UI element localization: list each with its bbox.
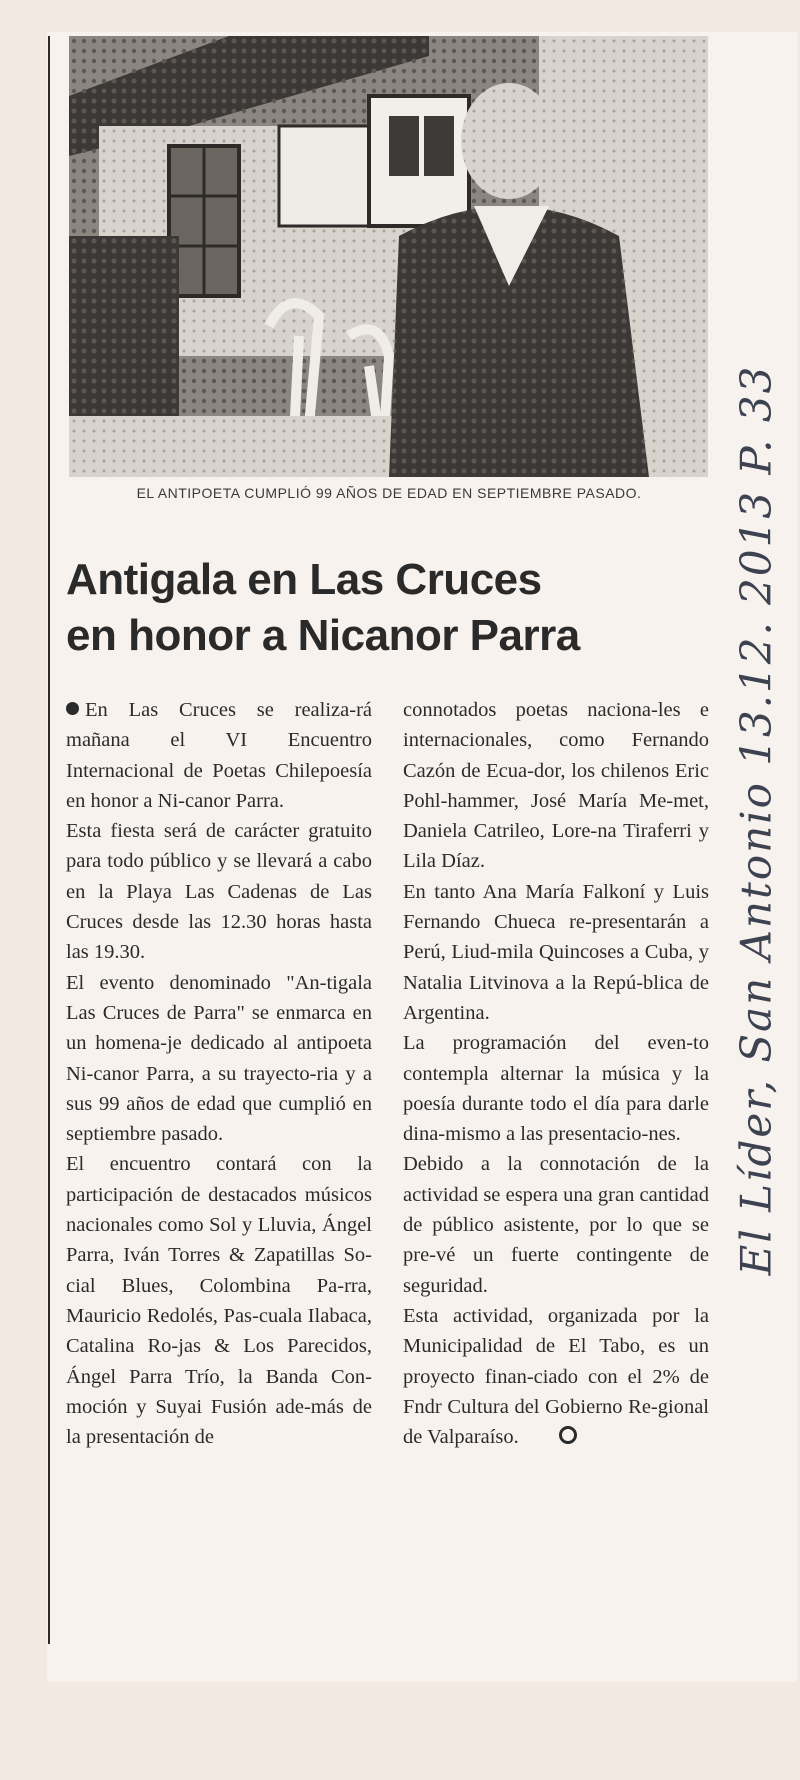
headline: [66, 552, 716, 664]
paragraph: En tanto Ana María Falkoní y Luis Fernando Chueca re-presentarán a Perú, Liud-mila Quincoses a Cuba, y Natalia Litvinova a la Repú-blica de Argentina.: [403, 880, 709, 1024]
paragraph-text: Esta actividad, organizada por la Municipalidad de El Tabo, es un proyecto finan-ciado con el 2% de Fndr Cultura del Gobierno Re-gional de Valparaíso.: [403, 1304, 709, 1449]
paragraph: Debido a la connotación de la actividad se espera una gran cantidad de público asistente, por lo que se pre-vé un fuerte contingente de seguridad.: [403, 1153, 709, 1297]
paragraph: connotados poetas naciona-les e internacionales, como Fernando Cazón de Ecua-dor, los chilenos Eric Pohl-hammer, José María Me-met, Daniela Catrileo, Lore-na Tiraferri y Lila Díaz.: [403, 699, 709, 873]
paragraph: [403, 1301, 709, 1452]
paragraph: La programación del even-to contempla alternar la música y la poesía durante todo el día para darle dina-mismo a las presentacio-nes.: [403, 1032, 709, 1146]
bullet-icon: [66, 702, 79, 715]
paragraph: Esta fiesta será de carácter gratuito para todo público y se llevará a cabo en la Playa Las Cadenas de Las Cruces desde las 12.30 horas hasta las 19.30.: [66, 820, 372, 964]
headline-line-1: Antigala en Las Cruces: [66, 555, 542, 604]
article-photo: [69, 36, 708, 477]
photo-elderly-man-icon: [69, 36, 708, 477]
article-column-left: [66, 695, 372, 1452]
end-mark-icon: [559, 1426, 577, 1444]
column-rule: [48, 36, 50, 1644]
handwritten-note: El Líder, San Antonio 13.12. 2013 P. 33: [731, 364, 781, 1276]
paragraph: El evento denominado "An-tigala Las Cruces de Parra" se enmarca en un homena-je dedicado al antipoeta Ni-canor Parra, a su trayecto-ria y a sus 99 años de edad que cumplió en septiembre pasado.: [66, 971, 372, 1146]
paragraph: [66, 695, 372, 816]
paragraph: El encuentro contará con la participación de destacados músicos nacionales como Sol y Lluvia, Ángel Parra, Iván Torres & Zapatillas So-cial Blues, Colombina Pa-rra, Mauricio Redolés, Pas-cuala Ilabaca, Catalina Ro-jas & Los Parecidos, Ángel Parra Trío, la Banda Con-moción y Suyai Fusión ade-más de la presentación de: [66, 1153, 372, 1449]
photo-caption: EL ANTIPOETA CUMPLIÓ 99 AÑOS DE EDAD EN SEPTIEMBRE PASADO.: [136, 485, 642, 501]
headline-line-2: en honor a Nicanor Parra: [66, 611, 580, 660]
paragraph-text: En Las Cruces se realiza-rá mañana el VI Encuentro Internacional de Poetas Chilepoesía en honor a Ni-canor Parra.: [66, 699, 372, 812]
article-column-right: [403, 695, 709, 1452]
